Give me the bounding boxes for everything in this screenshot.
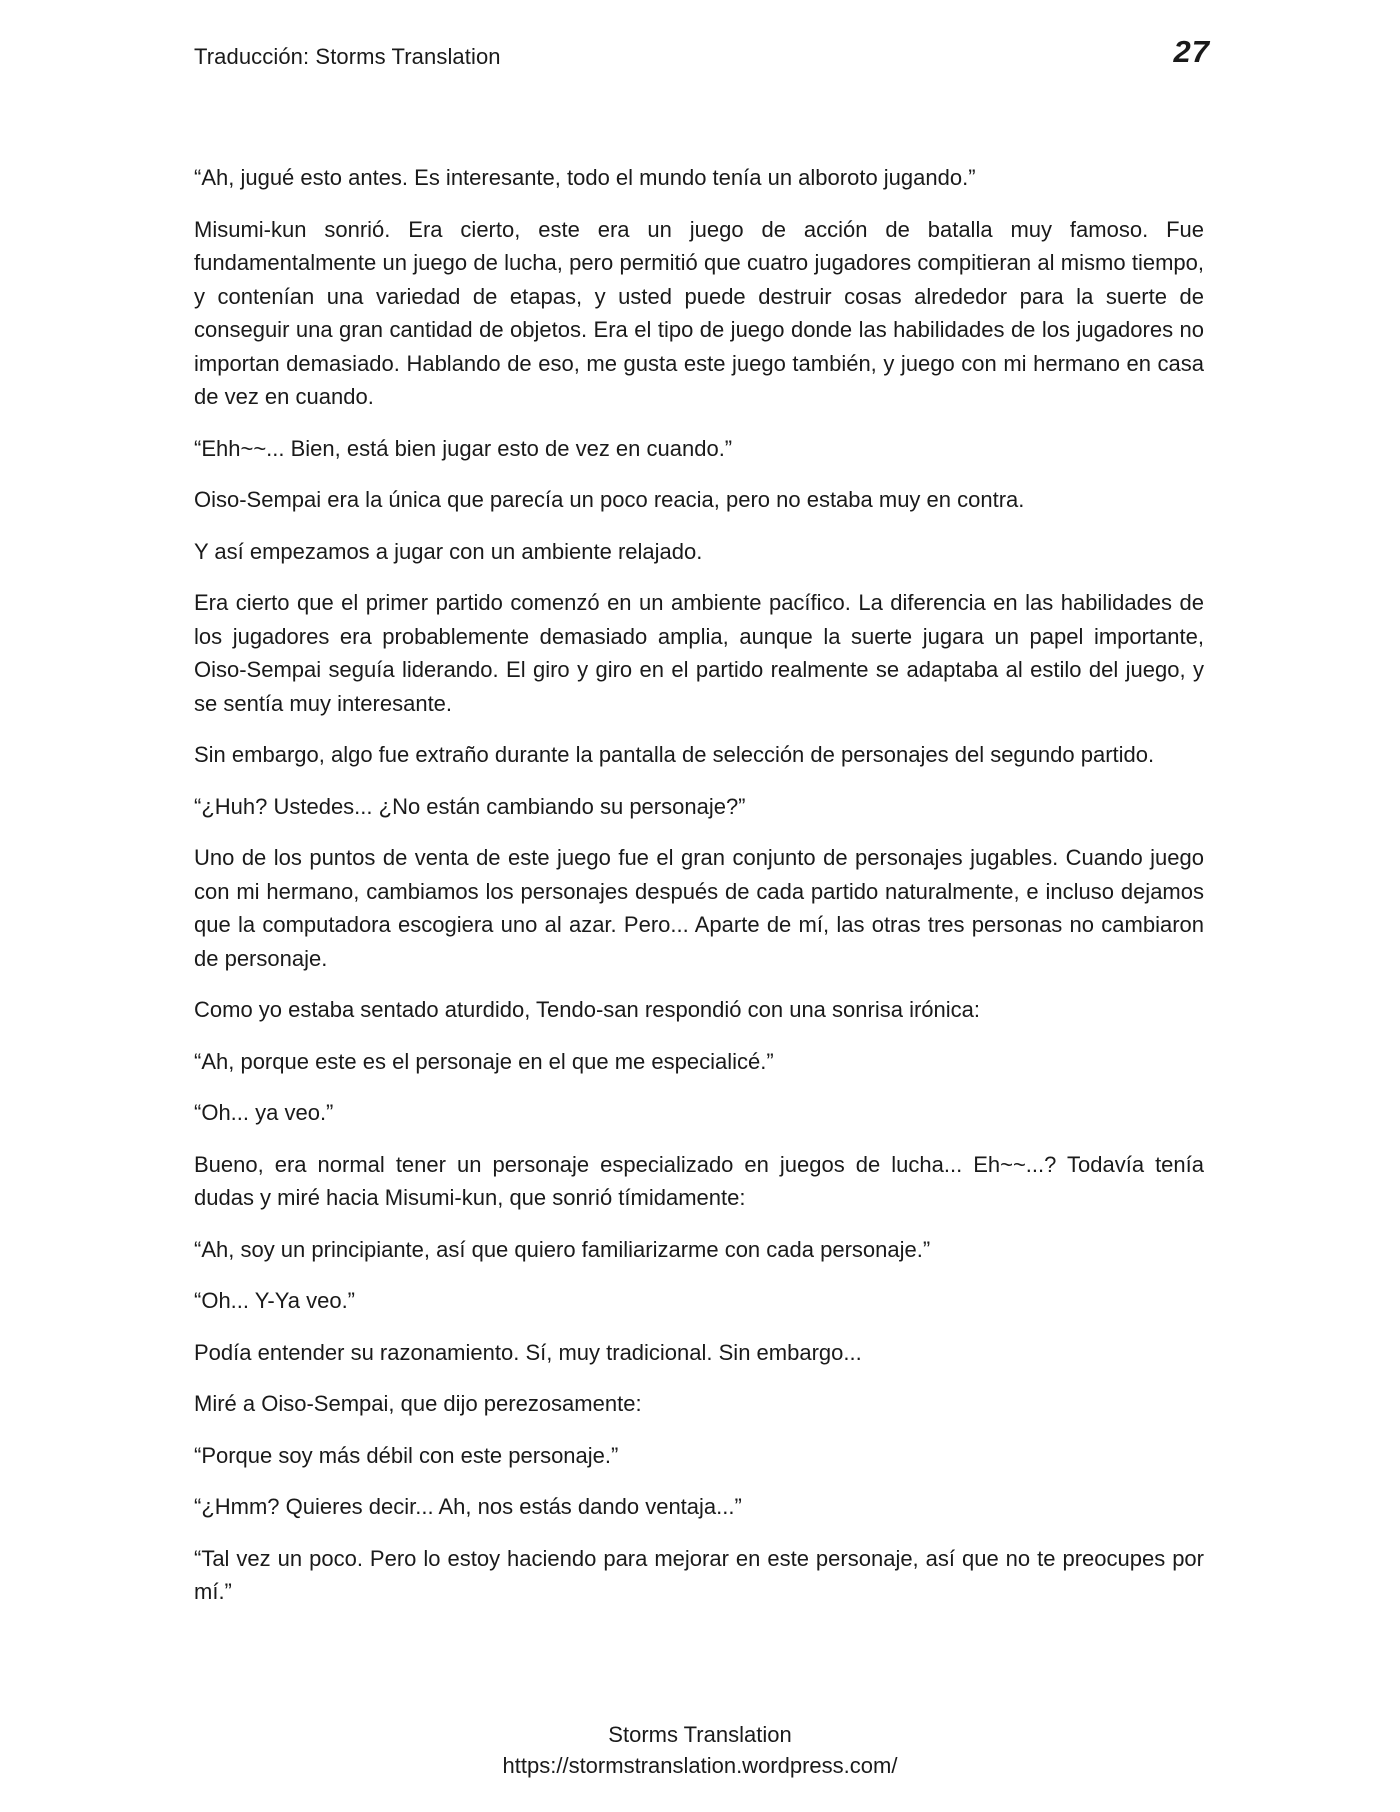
translator-credit: Traducción: Storms Translation xyxy=(194,44,501,69)
paragraph: Podía entender su razonamiento. Sí, muy tradicional. Sin embargo... xyxy=(194,1339,862,1365)
paragraph: “Ehh~~... Bien, está bien jugar esto de vez en cuando.” xyxy=(194,435,733,461)
paragraph: “Ah, soy un principiante, así que quiero familiarizarme con cada personaje.” xyxy=(194,1236,931,1262)
page-footer xyxy=(0,1719,1400,1781)
footer-site-name: Storms Translation xyxy=(608,1722,792,1747)
paragraph: Oiso-Sempai era la única que parecía un poco reacia, pero no estaba muy en contra. xyxy=(194,487,1025,512)
document-body xyxy=(194,161,1204,1627)
paragraph: “Ah, porque este es el personaje en el que me especialicé.” xyxy=(194,1048,774,1074)
paragraph: “Oh... ya veo.” xyxy=(194,1100,334,1125)
paragraph: “Tal vez un poco. Pero lo estoy haciendo para mejorar en este personaje, así que no te preocupes por mí.” xyxy=(194,1545,1204,1604)
paragraph: “Porque soy más débil con este personaje.” xyxy=(194,1442,619,1468)
paragraph: “¿Hmm? Quieres decir... Ah, nos estás dando ventaja...” xyxy=(194,1494,742,1519)
paragraph: Miré a Oiso-Sempai, que dijo perezosamente: xyxy=(194,1391,642,1416)
paragraph: Sin embargo, algo fue extraño durante la pantalla de selección de personajes del segundo partido. xyxy=(194,742,1155,767)
paragraph: Era cierto que el primer partido comenzó en un ambiente pacífico. La diferencia en las habilidades de los jugadores era probablemente demasiado amplia, aunque la suerte jugara un papel importante, Oiso-Sempai seguía liderando. El giro y giro en el partido realmente se adaptaba al estilo del juego, y se sentía muy interesante. xyxy=(194,590,1204,716)
paragraph: Misumi-kun sonrió. Era cierto, este era un juego de acción de batalla muy famoso. Fue fundamentalmente un juego de lucha, pero permitió que cuatro jugadores compitieran al mismo tiempo, y contenían una variedad de etapas, y usted puede destruir cosas alrededor para la suerte de conseguir una gran cantidad de objetos. Era el tipo de juego donde las habilidades de los jugadores no importan demasiado. Hablando de eso, me gusta este juego también, y juego con mi hermano en casa de vez en cuando. xyxy=(194,216,1204,409)
paragraph: “Oh... Y-Ya veo.” xyxy=(194,1288,356,1313)
page-number: 27 xyxy=(1173,34,1210,69)
paragraph: Y así empezamos a jugar con un ambiente relajado. xyxy=(194,538,703,564)
paragraph: Uno de los puntos de venta de este juego fue el gran conjunto de personajes jugables. Cuando juego con mi hermano, cambiamos los personajes después de cada partido naturalmente, e incluso dejamos que la computadora escogiera uno al azar. Pero... Aparte de mí, las otras tres personas no cambiaron de personaje. xyxy=(194,845,1204,971)
footer-url: https://stormstranslation.wordpress.com/ xyxy=(502,1753,898,1778)
paragraph: “¿Huh? Ustedes... ¿No están cambiando su personaje?” xyxy=(194,793,746,819)
paragraph: Como yo estaba sentado aturdido, Tendo-san respondió con una sonrisa irónica: xyxy=(194,997,980,1022)
paragraph: “Ah, jugué esto antes. Es interesante, todo el mundo tenía un alboroto jugando.” xyxy=(194,165,976,190)
paragraph: Bueno, era normal tener un personaje especializado en juegos de lucha... Eh~~...? Todavía tenía dudas y miré hacia Misumi-kun, que sonrió tímidamente: xyxy=(194,1151,1204,1210)
